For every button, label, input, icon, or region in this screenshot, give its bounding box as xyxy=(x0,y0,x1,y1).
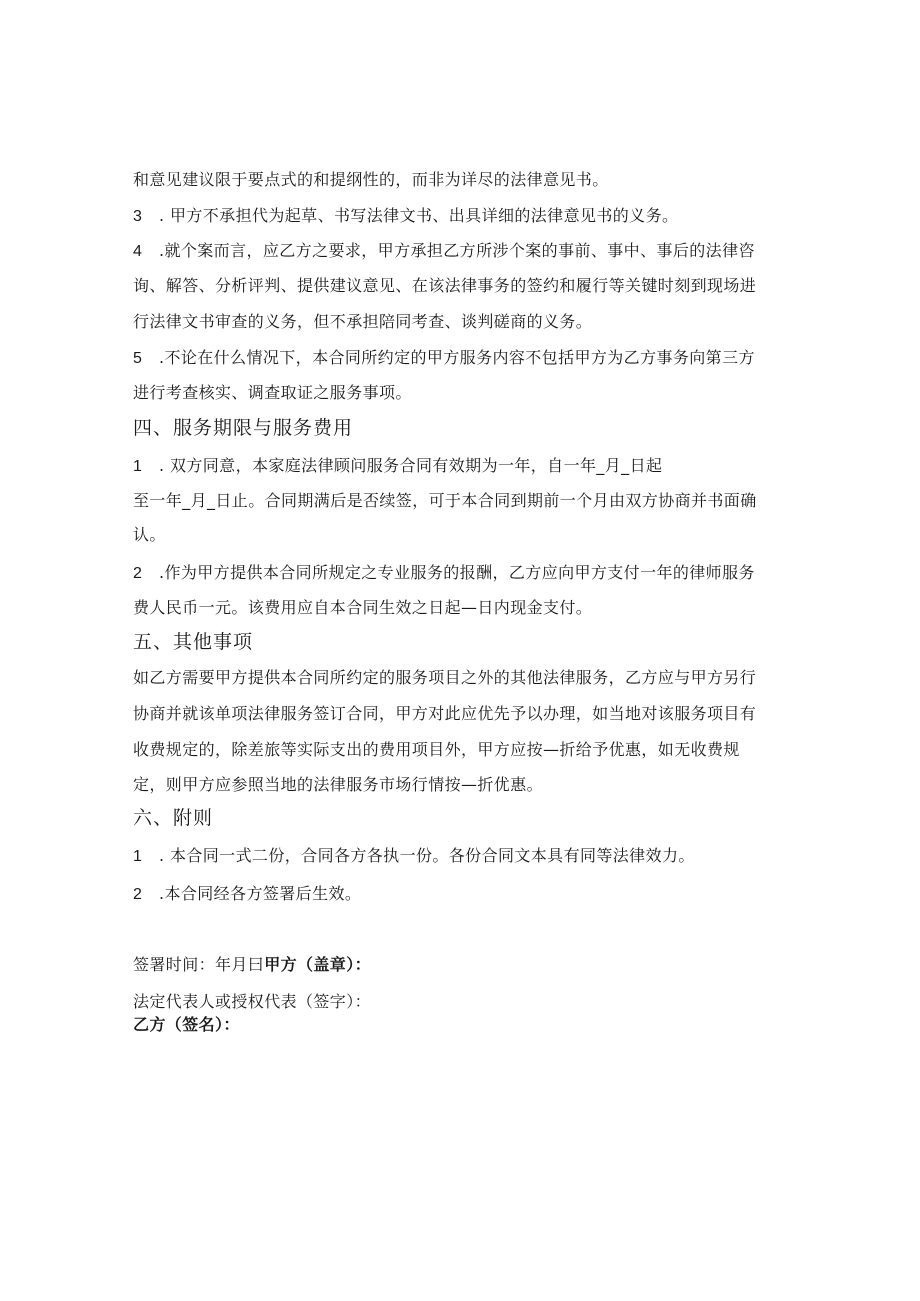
clause-number: 1 xyxy=(133,848,143,865)
section-5-heading: 五、其他事项 xyxy=(133,631,254,653)
text: 费人民币一元。该费用应自本合同生效之日起—日内现金支付。 xyxy=(133,598,593,617)
clause-text: .不论在什么情况下，本合同所约定的甲方服务内容不包括甲方为乙方事务向第三方 xyxy=(159,348,755,367)
section-6-item-2 xyxy=(133,884,361,905)
section-4-item-2 xyxy=(133,563,755,584)
clause-3 xyxy=(133,206,678,227)
clause-text: .就个案而言，应乙方之要求，甲方承担乙方所涉个案的事前、事中、事后的法律咨 xyxy=(159,241,755,260)
party-a-seal-label: 甲方（盖章）： xyxy=(264,955,372,974)
text: 和意见建议限于要点式的和提纲性的，而非为详尽的法律意见书。 xyxy=(133,170,609,189)
paragraph-line xyxy=(133,491,757,511)
clause-number: 4 xyxy=(133,243,143,260)
text: 协商并就该单项法律服务签订合同，甲方对此应优先予以办理，如当地对该服务项目有 xyxy=(133,704,757,723)
paragraph-line xyxy=(133,704,756,724)
clause-text: . 本合同一式二份，合同各方各执一份。各份合同文本具有同等法律效力。 xyxy=(159,846,695,865)
paragraph-line xyxy=(133,740,740,760)
representative-signature-label: 法定代表人或授权代表（签字）： xyxy=(133,992,372,1011)
clause-number: 2 xyxy=(133,565,143,582)
text: 认。 xyxy=(133,525,166,544)
paragraph-line xyxy=(133,383,412,403)
clause-5 xyxy=(133,348,755,369)
clause-number: 1 xyxy=(133,458,143,475)
clause-number: 3 xyxy=(133,208,143,225)
paragraph-line xyxy=(133,312,592,332)
section-6-item-1 xyxy=(133,846,695,867)
text: 行法律文书审查的义务，但不承担陪同考查、谈判磋商的义务。 xyxy=(133,312,593,331)
text: 至一年_月_日止。合同期满后是否续签，可于本合同到期前一个月由双方协商并书面确 xyxy=(133,491,757,510)
paragraph-line xyxy=(133,598,592,618)
paragraph-line xyxy=(133,276,756,296)
section-4-heading: 四、服务期限与服务费用 xyxy=(133,417,354,439)
clause-number: 2 xyxy=(133,886,143,903)
paragraph-line xyxy=(133,525,166,545)
signature-time-label: 签署时间：年月曰 xyxy=(133,955,265,974)
clause-text: .作为甲方提供本合同所规定之专业服务的报酬，乙方应向甲方支付一年的律师服务 xyxy=(159,563,755,582)
paragraph-line xyxy=(133,775,543,795)
text: 如乙方需要甲方提供本合同所约定的服务项目之外的其他法律服务，乙方应与甲方另行 xyxy=(133,668,757,687)
signature-line-party-a xyxy=(133,955,371,975)
text: 定，则甲方应参照当地的法律服务市场行情按—折优惠。 xyxy=(133,775,544,794)
party-b-signature-label: 乙方（签名）： xyxy=(133,1015,240,1034)
clause-number: 5 xyxy=(133,350,143,367)
paragraph-line xyxy=(133,668,756,688)
clause-text: . 双方同意，本家庭法律顾问服务合同有效期为一年，自一年_月_日起 xyxy=(159,456,663,475)
clause-text: .本合同经各方签署后生效。 xyxy=(159,884,362,903)
paragraph-line xyxy=(133,170,609,190)
section-4-item-1 xyxy=(133,456,662,477)
text: 询、解答、分析评判、提供建议意见、在该法律事务的签约和履行等关键时刻到现场进 xyxy=(133,276,757,295)
text: 进行考查核实、调查取证之服务事项。 xyxy=(133,383,412,402)
section-6-heading: 六、附则 xyxy=(133,807,214,829)
clause-text: . 甲方不承担代为起草、书写法律文书、出具详细的法律意见书的义务。 xyxy=(159,206,679,225)
text: 收费规定的，除差旅等实际支出的费用项目外，甲方应按—折给予优惠，如无收费规 xyxy=(133,740,740,759)
clause-4 xyxy=(133,241,755,262)
